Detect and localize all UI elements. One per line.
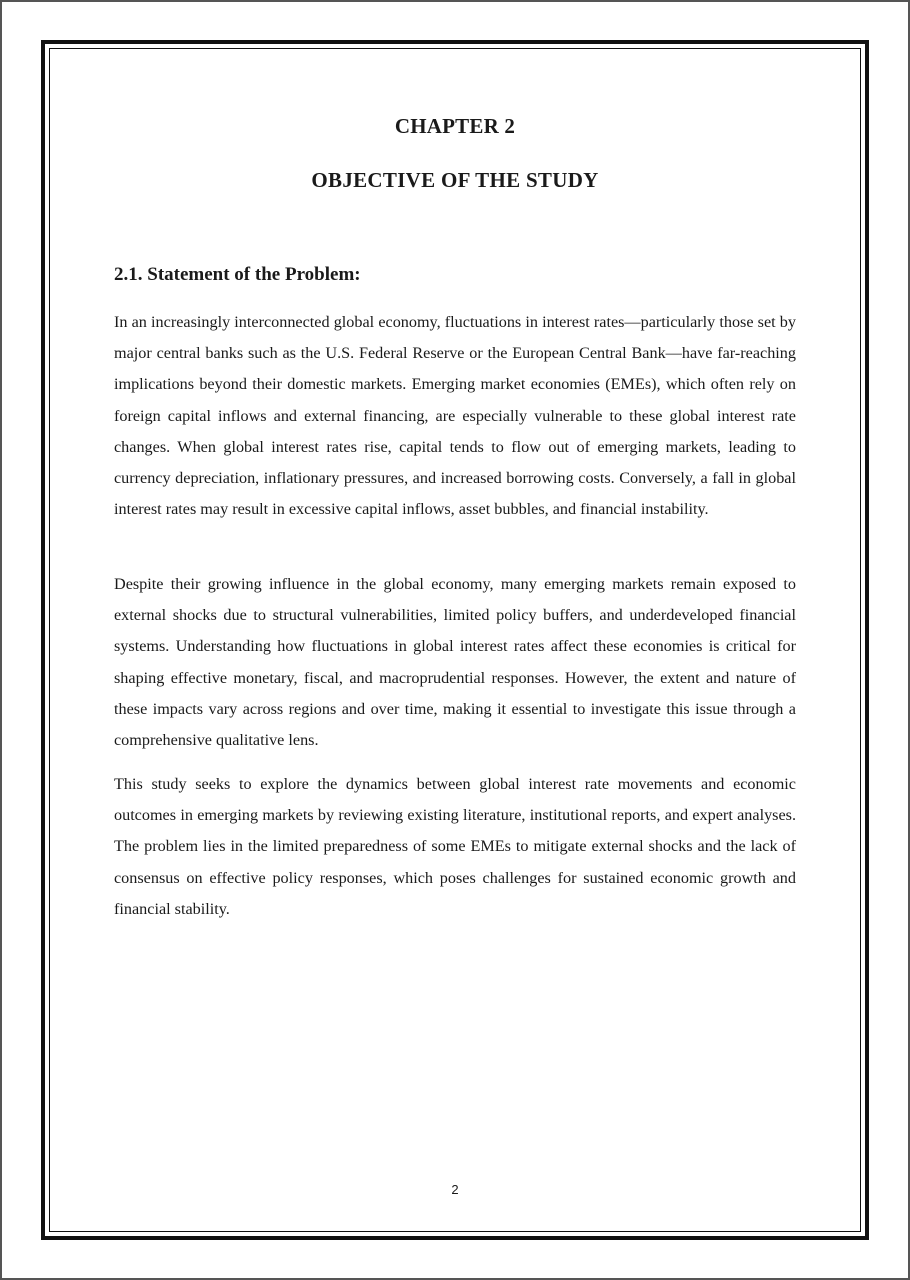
- paragraph-1: In an increasingly interconnected global economy, fluctuations in interest rates—particularly those set by major central banks such as the U.S. Federal Reserve or the European Central Bank—have far-reaching implications beyond their domestic markets. Emerging market economies (EMEs), which often rely on foreign capital inflows and external financing, are especially vulnerable to these global interest rate changes. When global interest rates rise, capital tends to flow out of emerging markets, leading to currency depreciation, inflationary pressures, and increased borrowing costs. Conversely, a fall in global interest rates may result in excessive capital inflows, asset bubbles, and financial instability.: [114, 313, 796, 519]
- chapter-title: OBJECTIVE OF THE STUDY: [311, 168, 599, 192]
- paragraph-3: This study seeks to explore the dynamics between global interest rate movements and economic outcomes in emerging markets by reviewing existing literature, institutional reports, and expert analyses. The problem lies in the limited preparedness of some EMEs to mitigate external shocks and the lack of consensus on effective policy responses, which poses challenges for sustained economic growth and financial stability.: [114, 775, 796, 918]
- section-heading: 2.1. Statement of the Problem:: [114, 264, 361, 285]
- page-number: 2: [451, 1182, 459, 1197]
- chapter-number: CHAPTER 2: [394, 114, 516, 138]
- paragraph-2: Despite their growing influence in the global economy, many emerging markets remain exposed to external shocks due to structural vulnerabilities, limited policy buffers, and underdeveloped financial systems. Understanding how fluctuations in global interest rates affect these economies is critical for shaping effective monetary, fiscal, and macroprudential responses. However, the extent and nature of these impacts vary across regions and over time, making it essential to investigate this issue through a comprehensive qualitative lens.: [114, 575, 796, 750]
